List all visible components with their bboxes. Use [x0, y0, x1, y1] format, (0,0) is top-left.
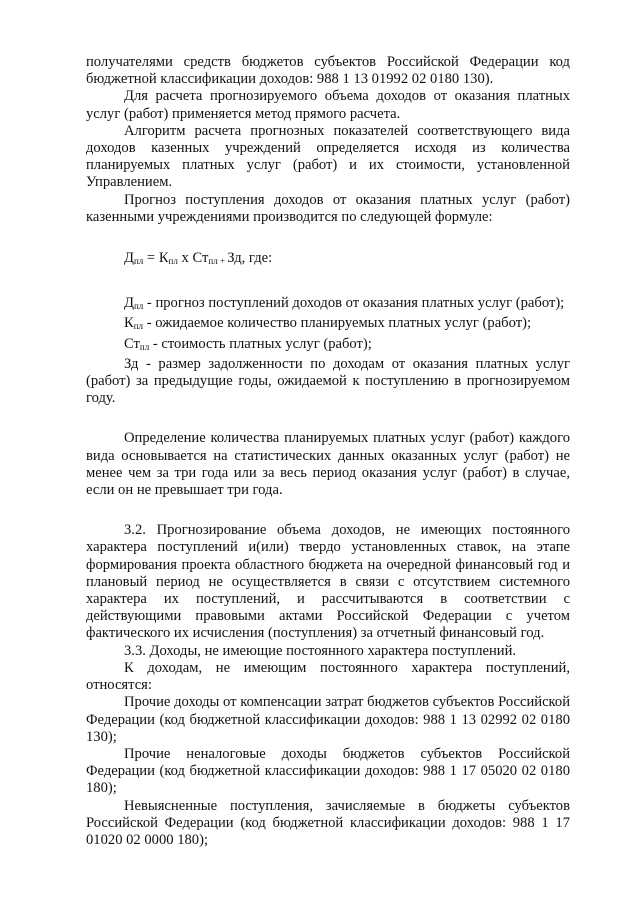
paragraph-11: Невыясненные поступления, зачисляемые в бюджеты субъектов Российской Федерации (код бюджетной классификации доходов: 988 1 17 01020 02 0000 180); — [86, 797, 570, 848]
definition-k-text: - ожидаемое количество планируемых платных услуг (работ); — [143, 315, 531, 332]
definition-k-sym: К — [124, 315, 134, 332]
definition-zd: Зд - размер задолженности по доходам от оказания платных услуг (работ) за предыдущие годы, ожидаемой к поступлению в прогнозируемом году. — [86, 355, 570, 407]
definition-d-sub: пл — [133, 301, 144, 312]
formula-k: К — [158, 250, 169, 267]
definition-d-sym: Д — [124, 295, 134, 312]
formula-times: х — [177, 250, 193, 267]
definition-st-sub: пл — [139, 341, 150, 352]
definition-d-text: - прогноз поступлений доходов от оказания платных услуг (работ); — [143, 295, 565, 312]
paragraph-2: Для расчета прогнозируемого объема доходов от оказания платных услуг (работ) применяется метод прямого расчета. — [86, 88, 570, 122]
formula-d-sub: пл — [133, 256, 144, 267]
paragraph-7: 3.3. Доходы, не имеющие постоянного характера поступлений. — [124, 642, 517, 659]
formula-d: Д — [124, 250, 134, 267]
formula — [124, 250, 570, 270]
formula-k-sub: пл — [168, 256, 178, 267]
definition-d — [86, 295, 570, 315]
paragraph-1: получателями средств бюджетов субъектов Российской Федерации код бюджетной классификации доходов: 988 1 13 01992 02 0180 130). — [86, 54, 570, 88]
formula-plus: + — [217, 256, 228, 267]
definition-st-sym: Ст — [124, 335, 140, 352]
definition-st-text: - стоимость платных услуг (работ); — [149, 335, 372, 352]
paragraph-3: Алгоритм расчета прогнозных показателей соответствующего вида доходов казенных учреждений определяется исходя из количества планируемых платных услуг (работ) и их стоимости, установленной Управлением. — [86, 122, 570, 191]
formula-st-sub: пл — [208, 256, 218, 267]
definition-st — [86, 336, 570, 356]
paragraph-8: К доходам, не имеющим постоянного характера поступлений, относятся: — [86, 659, 570, 694]
formula-zd: Зд, где: — [227, 250, 273, 267]
formula-eq: = — [143, 250, 159, 267]
document-body — [86, 54, 570, 849]
definition-k — [86, 315, 570, 335]
paragraph-10: Прочие неналоговые доходы бюджетов субъектов Российской Федерации (код бюджетной классификации доходов: 988 1 17 05020 02 0180 180); — [86, 745, 570, 797]
formula-st: Ст — [192, 250, 209, 267]
paragraph-4: Прогноз поступления доходов от оказания платных услуг (работ) казенными учреждениями производится по следующей формуле: — [86, 191, 570, 225]
paragraph-5: Определение количества планируемых платных услуг (работ) каждого вида основывается на статистических данных оказанных услуг (работ) не менее чем за три года или за весь период оказания услуг (работ) в случае, если он не превышает три года. — [86, 430, 570, 499]
paragraph-6: 3.2. Прогнозирование объема доходов, не имеющих постоянного характера поступлений и(или) твердо установленных ставок, на этапе формирования проекта областного бюджета на очередной финансовый год и плановый период не осуществляется в связи с отсутствием системного характера их поступлений, и рассчитываются в соответствии с действующими правовыми актами Российской Федерации с учетом фактического их исчисления (поступления) за отчетный финансовый год. — [86, 522, 570, 642]
paragraph-9: Прочие доходы от компенсации затрат бюджетов субъектов Российской Федерации (код бюджетной классификации доходов: 988 1 13 02992 02 0180 130); — [86, 694, 570, 745]
definition-k-sub: пл — [133, 321, 144, 332]
